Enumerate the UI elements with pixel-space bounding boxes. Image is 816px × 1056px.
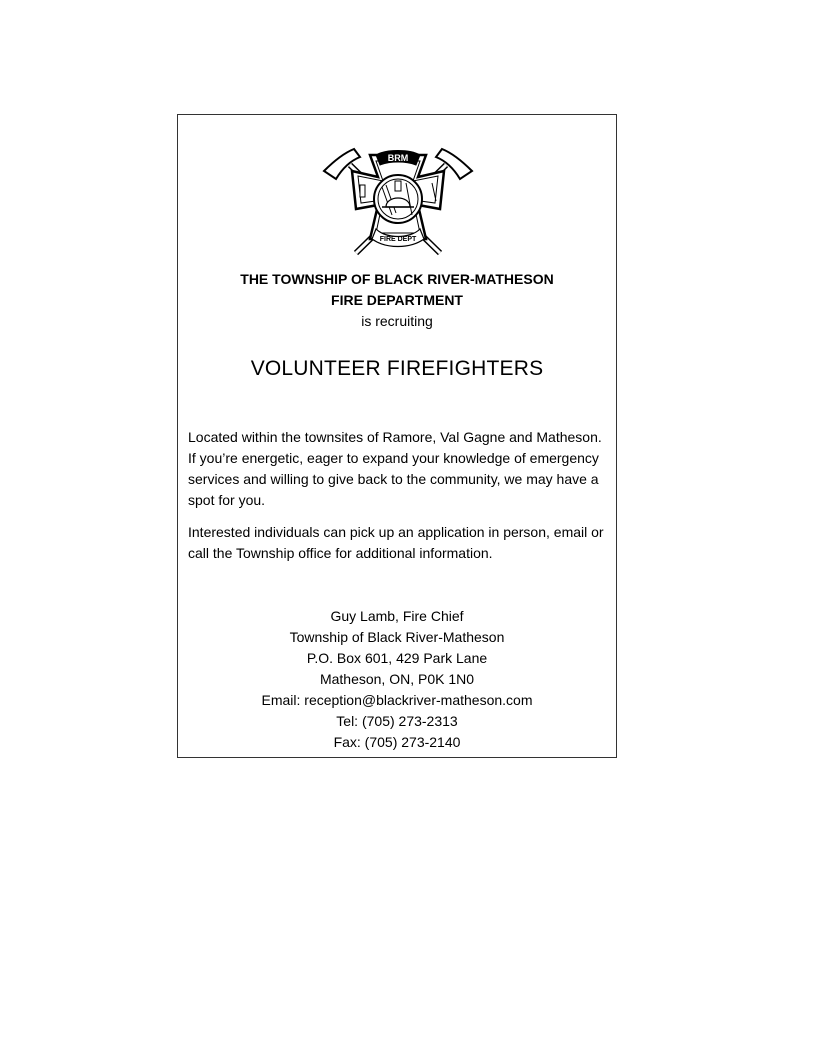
- body-paragraph-1: Located within the townsites of Ramore, Val Gagne and Matheson. If you’re energetic, eager to expand your knowledge of emergency services and willing to give back to the community, we may have a spot for you.: [188, 429, 602, 508]
- emblem-banner-text: FIRE DEPT: [379, 236, 417, 243]
- contact-address-line-1: P.O. Box 601, 429 Park Lane: [306, 650, 488, 666]
- header-department: FIRE DEPARTMENT: [331, 292, 463, 308]
- contact-tel: Tel: (705) 273-2313: [336, 713, 458, 729]
- contact-address-line-2: Matheson, ON, P0K 1N0: [319, 671, 475, 687]
- contact-block: [178, 606, 616, 753]
- contact-name: Guy Lamb, Fire Chief: [330, 608, 464, 624]
- body-paragraph-2: Interested individuals can pick up an application in person, email or call the Township office for additional information.: [188, 524, 604, 561]
- contact-org: Township of Black River-Matheson: [289, 629, 505, 645]
- fire-department-emblem-icon: [320, 143, 476, 259]
- page-title: VOLUNTEER FIREFIGHTERS: [250, 357, 544, 380]
- contact-email[interactable]: Email: reception@blackriver-matheson.com: [261, 692, 533, 708]
- header-recruiting: is recruiting: [361, 313, 433, 329]
- header-township: THE TOWNSHIP OF BLACK RIVER-MATHESON: [240, 271, 554, 287]
- contact-fax: Fax: (705) 273-2140: [333, 734, 461, 750]
- recruitment-ad: [177, 114, 617, 758]
- emblem-text: BRM: [387, 153, 409, 163]
